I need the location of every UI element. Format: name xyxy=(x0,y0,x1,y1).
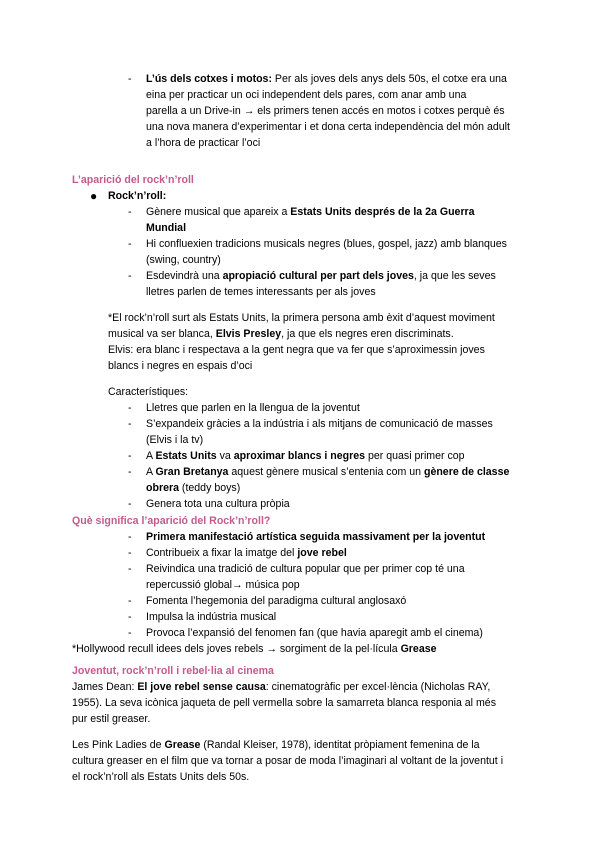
dash-bullet: - xyxy=(128,563,132,575)
dash-bullet: - xyxy=(128,547,132,559)
note-line-3: Elvis: era blanc i respectava a la gent negra que va fer que s’aproximessin joves xyxy=(108,344,485,356)
sig-rebel: Contribueix a fixar la imatge del jove rebel xyxy=(146,547,347,559)
sig-hegemony: Fomenta l’hegemonia del paradigma cultural anglosaxó xyxy=(146,595,407,607)
dean-line-3: pur estil greaser. xyxy=(72,713,151,725)
char-britain-line-1: A Gran Bretanya aquest gènere musical s’entenia com un gènere de classe xyxy=(146,466,510,478)
cars-line-5: a l’hora de practicar l’oci xyxy=(146,137,261,149)
dash-bullet: - xyxy=(128,270,132,282)
cars-line-2: eina per practicar un oci independent dels pares, com anar amb una xyxy=(146,89,467,101)
dean-line-2: 1955). La seva icònica jaqueta de pell vermella sobre la samarreta blanca responia al més xyxy=(72,697,496,709)
cars-line-3: parella a un Drive-in → els primers tenen accés en motos i cotxes perquè és xyxy=(146,105,505,117)
sig-fan: Provoca l’expansió del fenomen fan (que havia aparegit amb el cinema) xyxy=(146,627,483,639)
dash-bullet: - xyxy=(128,595,132,607)
dash-bullet: - xyxy=(128,531,132,543)
heading-cinema: Joventut, rock’n’roll i rebel·lia al cinema xyxy=(72,665,274,677)
grease-line-3: el rock’n’roll als Estats Units dels 50s. xyxy=(72,771,250,783)
dash-bullet: - xyxy=(128,611,132,623)
sig-tradition-line-2: repercussió global→ música pop xyxy=(146,579,300,591)
genre-line-2: Mundial xyxy=(146,222,187,234)
dash-bullet: - xyxy=(128,206,132,218)
rocknroll-label: Rock’n’roll: xyxy=(108,190,167,202)
dean-line-1: James Dean: El jove rebel sense causa: cinematogràfic per excel·lència (Nicholas RAY, xyxy=(72,681,491,693)
cars-line-4: una nova manera d’experimentar i et dona certa independència del món adult xyxy=(146,121,510,133)
dash-bullet: - xyxy=(128,402,132,414)
dash-bullet: - xyxy=(128,466,132,478)
cars-line-1: L’ús dels cotxes i motos: Per als joves dels anys dels 50s, el cotxe era una xyxy=(146,73,507,85)
dash-bullet: - xyxy=(128,418,132,430)
dash-bullet: - xyxy=(128,450,132,462)
hollywood-note: *Hollywood recull idees dels joves rebels → sorgiment de la pel·lícula Grease xyxy=(72,643,437,655)
char-culture: Genera tota una cultura pròpia xyxy=(146,498,290,510)
dash-bullet: - xyxy=(128,627,132,639)
char-usa: A Estats Units va aproximar blancs i negres per quasi primer cop xyxy=(146,450,465,462)
sig-first: Primera manifestació artística seguida massivament per la joventut xyxy=(146,531,486,543)
grease-line-1: Les Pink Ladies de Grease (Randal Kleiser, 1978), identitat pròpiament femenina de la xyxy=(72,739,480,751)
char-britain-line-2: obrera (teddy boys) xyxy=(146,482,241,494)
traditions-line-2: (swing, country) xyxy=(146,254,221,266)
bullet-dot: ● xyxy=(90,189,98,203)
dash-bullet: - xyxy=(128,73,132,85)
cars-title: L’ús dels cotxes i motos: xyxy=(146,73,272,85)
char-lyrics: Lletres que parlen en la llengua de la joventut xyxy=(146,402,360,414)
appropriation-line-2: lletres parlen de temes interessants per als joves xyxy=(146,286,376,298)
characteristics-label: Característiques: xyxy=(108,386,189,398)
dash-bullet: - xyxy=(128,498,132,510)
sig-tradition-line-1: Reivindica una tradició de cultura popular que per primer cop té una xyxy=(146,563,465,575)
char-media-line-1: S’expandeix gràcies a la indústria i als mitjans de comunicació de masses xyxy=(146,418,493,430)
note-line-2: musical va ser blanca, Elvis Presley, ja que els negres eren discriminats. xyxy=(108,328,454,340)
heading-significance: Què significa l’aparició del Rock’n’roll? xyxy=(72,515,271,527)
dash-bullet: - xyxy=(128,238,132,250)
note-line-1: *El rock’n’roll surt als Estats Units, la primera persona amb èxit d’aquest moviment xyxy=(108,312,495,324)
char-media-line-2: (Elvis i la tv) xyxy=(146,434,204,446)
note-line-4: blancs i negres en espais d’oci xyxy=(108,360,253,372)
traditions-line-1: Hi confluexien tradicions musicals negres (blues, gospel, jazz) amb blanques xyxy=(146,238,507,250)
genre-line-1: Gènere musical que apareix a Estats Units després de la 2a Guerra xyxy=(146,206,475,218)
grease-line-2: cultura greaser en el film que va tornar a posar de moda l’imaginari al voltant de la joventut i xyxy=(72,755,504,767)
sig-industry: Impulsa la indústria musical xyxy=(146,611,277,623)
heading-rocknroll: L’aparició del rock’n’roll xyxy=(72,174,194,186)
appropriation-line-1: Esdevindrà una apropiació cultural per part dels joves, ja que les seves xyxy=(146,270,496,282)
